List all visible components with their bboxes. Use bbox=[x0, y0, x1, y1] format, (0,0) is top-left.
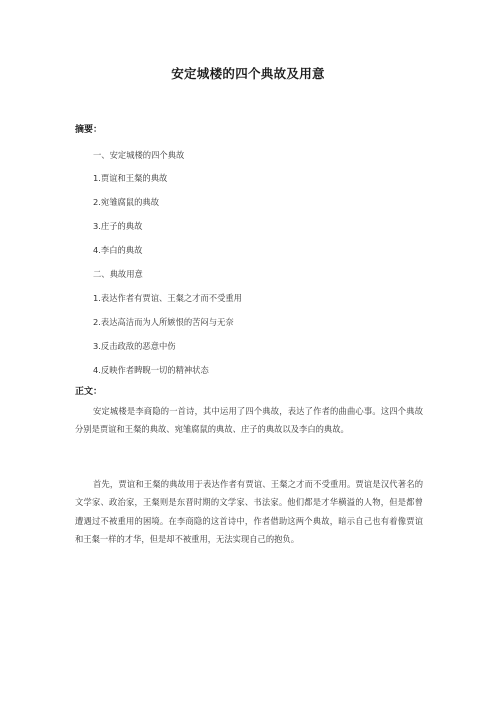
outline-item: 2.表达高洁而为人所嫉恨的苦闷与无奈 bbox=[93, 317, 234, 327]
body-paragraph: 首先，贾谊和王粲的典故用于表达作者有贾谊、王粲之才而不受重用。贾谊是汉代著名的文学家、政治家，王粲则是东晋时期的文学家、书法家。他们都是才华横溢的人物，但是都曾遭遇过不被重用的困境。在李商隐的这首诗中，作者借助这两个典故，暗示自己也有着像贾谊和王粲一样的才华，但是却不被重用，无法实现自己的抱负。 bbox=[75, 479, 423, 544]
outline-item: 1.贾谊和王粲的典故 bbox=[93, 173, 168, 183]
outline-item: 一、安定城楼的四个典故 bbox=[93, 150, 185, 160]
outline-item: 4.李白的典故 bbox=[93, 245, 143, 255]
outline-item: 3.庄子的典故 bbox=[93, 221, 143, 231]
outline-item: 4.反映作者睥睨一切的精神状态 bbox=[93, 365, 209, 375]
abstract-heading: 摘要： bbox=[75, 125, 103, 135]
outline-item: 3.反击政敌的恶意中伤 bbox=[93, 341, 176, 351]
outline-item: 2.宛雏腐鼠的典故 bbox=[93, 197, 159, 207]
body-paragraph: 安定城楼是李商隐的一首诗，其中运用了四个典故，表达了作者的曲曲心事。这四个典故分别是贾谊和王粲的典故、宛雏腐鼠的典故、庄子的典故以及李白的典故。 bbox=[75, 406, 423, 435]
document-title: 安定城楼的四个典故及用意 bbox=[171, 66, 325, 81]
outline-item: 1.表达作者有贾谊、王粲之才而不受重用 bbox=[93, 293, 242, 303]
outline-item: 二、典故用意 bbox=[93, 269, 143, 279]
body-heading: 正文： bbox=[75, 387, 103, 397]
